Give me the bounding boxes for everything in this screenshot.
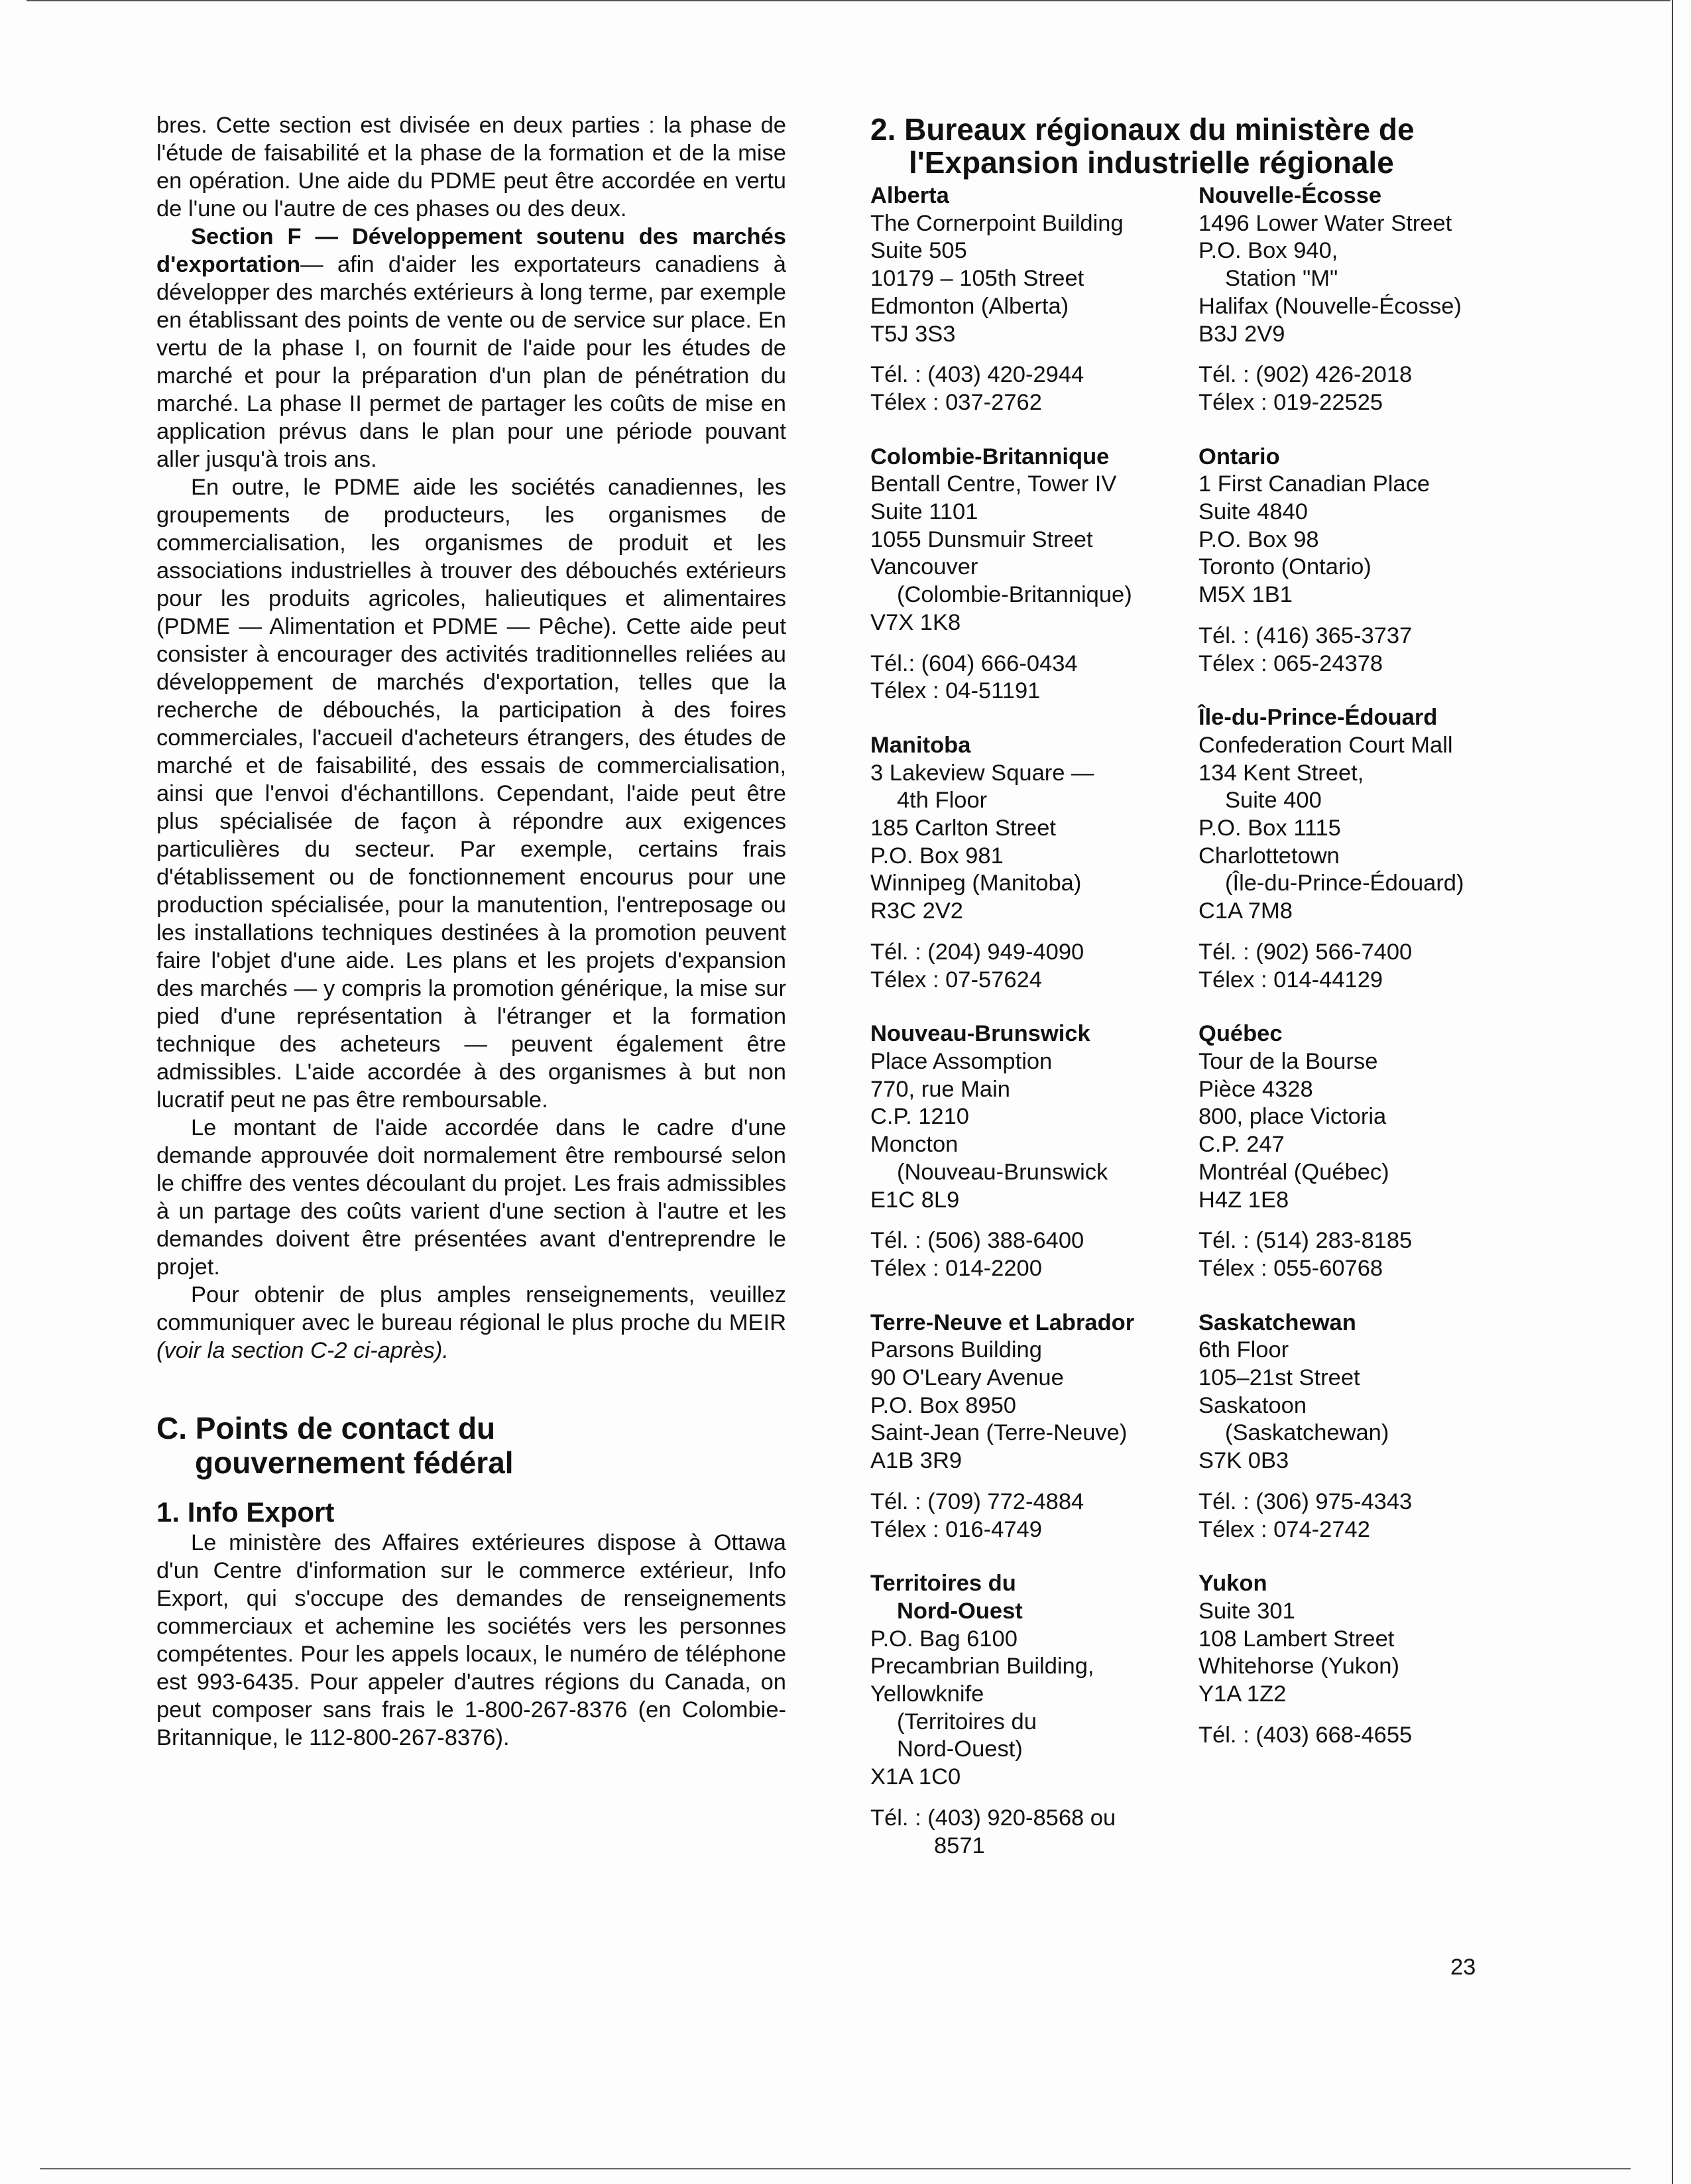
address-line: E1C 8L9 — [870, 1187, 960, 1213]
address-line: Whitehorse (Yukon) — [1198, 1654, 1399, 1679]
office-contact-numbers — [1198, 1722, 1530, 1750]
address-line: Halifax (Nouvelle-Écosse) — [1198, 293, 1462, 319]
address-line: (Nouveau-Brunswick — [897, 1159, 1108, 1185]
office-name-text: Territoires du — [870, 1571, 1016, 1597]
address-line: Suite 1101 — [870, 499, 978, 525]
office-name — [870, 182, 1202, 210]
address-line: Pièce 4328 — [1198, 1076, 1313, 1102]
office-name — [1198, 1309, 1530, 1337]
address-line: 6th Floor — [1198, 1337, 1289, 1363]
office-name — [870, 1309, 1202, 1337]
telephone-line: Tél. : (902) 426-2018 — [1198, 362, 1413, 388]
address-line: T5J 3S3 — [870, 321, 956, 347]
address-line: M5X 1B1 — [1198, 582, 1293, 608]
paragraph-obtenir — [156, 1281, 786, 1365]
office-name-text: Yukon — [1198, 1571, 1267, 1597]
telephone-line: Tél. : (514) 283-8185 — [1198, 1228, 1413, 1254]
address-line: R3C 2V2 — [870, 898, 963, 924]
address-line: Edmonton (Alberta) — [870, 293, 1069, 319]
bottom-scan-edge — [40, 2168, 1631, 2169]
office-contact-numbers — [870, 1488, 1202, 1544]
office-contact-numbers — [1198, 361, 1530, 416]
address-line: 1496 Lower Water Street — [1198, 210, 1452, 236]
address-line: Suite 400 — [1225, 788, 1322, 814]
telex-line: Télex : 037-2762 — [870, 389, 1042, 415]
telephone-line-continued: 8571 — [934, 1833, 985, 1858]
telex-line: Télex : 014-44129 — [1198, 967, 1383, 993]
address-line: Tour de la Bourse — [1198, 1048, 1378, 1074]
right-scan-edge — [1672, 0, 1673, 2184]
telex-line: Télex : 07-57624 — [870, 967, 1042, 993]
section-c-title-line2: gouvernement fédéral — [195, 1445, 514, 1480]
regional-offices-heading-line1: 2. Bureaux régionaux du ministère de — [870, 112, 1415, 147]
address-line: 134 Kent Street, — [1198, 760, 1364, 786]
office-name-text: Terre-Neuve et Labrador — [870, 1309, 1135, 1335]
regional-office — [870, 1309, 1202, 1544]
office-contact-numbers — [870, 1227, 1202, 1282]
address-line: B3J 2V9 — [1198, 321, 1285, 347]
address-line: Precambrian Building, — [870, 1654, 1094, 1679]
office-name-text: Alberta — [870, 183, 949, 208]
address-line: 90 O'Leary Avenue — [870, 1365, 1064, 1391]
address-line: P.O. Box 981 — [870, 843, 1004, 869]
info-export-title: 1. Info Export — [156, 1496, 335, 1528]
address-line: Place Assomption — [870, 1048, 1053, 1074]
section-f-heading: Section F — Développement soutenu des marchés d'exportation — [156, 224, 786, 277]
telex-line: Télex : 065-24378 — [1198, 650, 1383, 676]
section-c-title-line1: C. Points de contact du — [156, 1411, 496, 1445]
address-line: Y1A 1Z2 — [1198, 1681, 1287, 1707]
address-line: Confederation Court Mall — [1198, 732, 1453, 758]
office-contact-numbers — [870, 650, 1202, 705]
telephone-line: Tél. : (204) 949-4090 — [870, 939, 1084, 965]
office-name-text: Colombie-Britannique — [870, 444, 1110, 469]
telex-line: Télex : 014-2200 — [870, 1255, 1042, 1281]
office-name-text: Saskatchewan — [1198, 1309, 1356, 1335]
section-c-title — [156, 1411, 786, 1480]
regional-office — [1198, 704, 1530, 994]
office-name-text: Ontario — [1198, 444, 1280, 469]
address-line: (Territoires du — [897, 1709, 1037, 1734]
regional-office — [1198, 1309, 1530, 1544]
address-line: P.O. Box 8950 — [870, 1392, 1016, 1418]
address-line: Station "M" — [1225, 266, 1338, 292]
offices-column-b — [1198, 182, 1530, 1776]
regional-office — [1198, 1570, 1530, 1749]
obtenir-text: Pour obtenir de plus amples renseignements, veuillez communiquer avec le bureau régional le plus proche du MEIR — [156, 1282, 786, 1335]
address-line: 10179 – 105th Street — [870, 266, 1084, 292]
address-line: Winnipeg (Manitoba) — [870, 871, 1082, 896]
office-contact-numbers — [870, 361, 1202, 416]
regional-office — [870, 1570, 1202, 1860]
office-name — [1198, 1570, 1530, 1598]
office-contact-numbers — [1198, 939, 1530, 994]
address-line: V7X 1K8 — [870, 609, 961, 635]
office-contact-numbers — [1198, 1488, 1530, 1544]
office-contact-numbers — [870, 1805, 1202, 1860]
address-line: Montréal (Québec) — [1198, 1159, 1389, 1185]
office-name — [870, 732, 1202, 760]
regional-office — [1198, 444, 1530, 678]
page-number: 23 — [1450, 1955, 1476, 1980]
telex-line: Télex : 074-2742 — [1198, 1516, 1370, 1542]
office-contact-numbers — [870, 939, 1202, 994]
telex-line: Télex : 019-22525 — [1198, 389, 1383, 415]
address-line: H4Z 1E8 — [1198, 1187, 1289, 1213]
address-line: Bentall Centre, Tower IV — [870, 471, 1117, 497]
office-name-text: Nouvelle-Écosse — [1198, 183, 1382, 208]
regional-office — [870, 444, 1202, 705]
address-line: 1055 Dunsmuir Street — [870, 526, 1093, 552]
paragraph-section-f — [156, 223, 786, 473]
obtenir-reference: (voir la section C-2 ci-après). — [156, 1338, 449, 1363]
address-line: (Saskatchewan) — [1225, 1420, 1389, 1446]
top-scan-edge — [27, 0, 1670, 1]
office-name — [870, 1570, 1202, 1625]
address-line: The Cornerpoint Building — [870, 210, 1124, 236]
office-name-text-continued: Nord-Ouest — [897, 1598, 1023, 1624]
telephone-line: Tél. : (403) 668-4655 — [1198, 1722, 1413, 1748]
telephone-line: Tél. : (506) 388-6400 — [870, 1228, 1084, 1254]
regional-office — [870, 1020, 1202, 1282]
office-name — [1198, 704, 1530, 732]
address-line: P.O. Box 940, — [1198, 238, 1338, 264]
address-line: 800, place Victoria — [1198, 1104, 1387, 1130]
office-name-text: Nouveau-Brunswick — [870, 1021, 1090, 1047]
address-line: S7K 0B3 — [1198, 1448, 1289, 1474]
address-line: Suite 505 — [870, 238, 967, 264]
address-line: Yellowknife — [870, 1681, 984, 1707]
regional-office — [1198, 182, 1530, 417]
address-line: 105–21st Street — [1198, 1365, 1360, 1391]
telephone-line: Tél. : (902) 566-7400 — [1198, 939, 1413, 965]
telephone-line: Tél.: (604) 666-0434 — [870, 650, 1078, 676]
office-contact-numbers — [1198, 623, 1530, 678]
office-name — [870, 1020, 1202, 1048]
telex-line: Télex : 016-4749 — [870, 1516, 1042, 1542]
address-line: A1B 3R9 — [870, 1448, 962, 1474]
telephone-line: Tél. : (403) 920-8568 ou — [870, 1805, 1116, 1831]
address-line: 108 Lambert Street — [1198, 1626, 1395, 1652]
address-line: C.P. 1210 — [870, 1104, 969, 1130]
telephone-line: Tél. : (709) 772-4884 — [870, 1488, 1084, 1514]
address-line: P.O. Box 98 — [1198, 526, 1319, 552]
address-line: 770, rue Main — [870, 1076, 1010, 1102]
office-name — [870, 444, 1202, 471]
paragraph-info-export: Le ministère des Affaires extérieures dispose à Ottawa d'un Centre d'information sur le commerce extérieur, Info Export, qui s'occupe des demandes de renseignements commerciaux et achemine les sociétés vers les personnes compétentes. Pour les appels locaux, le numéro de téléphone est 993-6435. Pour appeler d'autres régions du Canada, on peut composer sans frais le 1-800-267-8376 (en Colombie-Britannique, le 112-800-267-8376). — [156, 1530, 786, 1750]
paragraph-montant: Le montant de l'aide accordée dans le cadre d'une demande approuvée doit normalement être remboursé selon le chiffre des ventes découlant du projet. Les frais admissibles à un partage des coûts varient d'une section à l'autre et les demandes doivent être présentées avant d'entreprendre le projet. — [156, 1115, 786, 1280]
address-line: Suite 4840 — [1198, 499, 1308, 525]
left-column — [156, 111, 786, 1752]
address-line: X1A 1C0 — [870, 1764, 961, 1790]
address-line: 3 Lakeview Square — — [870, 760, 1094, 786]
address-line: C.P. 247 — [1198, 1132, 1285, 1158]
offices-column-a — [870, 182, 1202, 1886]
address-line: Parsons Building — [870, 1337, 1042, 1363]
address-line: Moncton — [870, 1132, 959, 1158]
regional-offices-heading-line2: l'Expansion industrielle régionale — [909, 145, 1394, 180]
telex-line: Télex : 055-60768 — [1198, 1255, 1383, 1281]
regional-office — [870, 732, 1202, 994]
regional-office — [870, 182, 1202, 417]
address-line: Toronto (Ontario) — [1198, 554, 1371, 580]
address-line: P.O. Box 1115 — [1198, 816, 1341, 841]
address-line: 185 Carlton Street — [870, 816, 1056, 841]
address-line: Charlottetown — [1198, 843, 1340, 869]
telephone-line: Tél. : (306) 975-4343 — [1198, 1488, 1413, 1514]
office-name-text: Manitoba — [870, 732, 971, 758]
address-line: Suite 301 — [1198, 1598, 1295, 1624]
regional-office — [1198, 1020, 1530, 1282]
address-line: (Île-du-Prince-Édouard) — [1225, 871, 1464, 896]
telephone-line: Tél. : (416) 365-3737 — [1198, 623, 1413, 648]
address-line: P.O. Bag 6100 — [870, 1626, 1018, 1652]
regional-offices-heading — [870, 113, 1533, 179]
office-name-text: Québec — [1198, 1021, 1283, 1047]
address-line: 1 First Canadian Place — [1198, 471, 1430, 497]
address-line: Nord-Ouest) — [897, 1736, 1023, 1762]
address-line: C1A 7M8 — [1198, 898, 1293, 924]
section-f-text: — afin d'aider les exportateurs canadiens à développer des marchés extérieurs à long terme, par exemple en établissant des points de vente ou de service sur place. En vertu de la phase I, on fournit de l'aide pour les études de marché et pour la préparation d'un plan de pénétration du marché. La phase II permet de partager les coûts de mise en application prévus dans le plan pour une période pouvant aller jusqu'à trois ans. — [156, 252, 786, 472]
telephone-line: Tél. : (403) 420-2944 — [870, 362, 1084, 388]
address-line: Saint-Jean (Terre-Neuve) — [870, 1420, 1128, 1446]
office-name — [1198, 1020, 1530, 1048]
office-contact-numbers — [1198, 1227, 1530, 1282]
office-name — [1198, 444, 1530, 471]
address-line: (Colombie-Britannique) — [897, 582, 1132, 608]
office-name-text: Île-du-Prince-Édouard — [1198, 705, 1438, 731]
address-line: 4th Floor — [897, 788, 988, 814]
paragraph-phases: bres. Cette section est divisée en deux parties : la phase de l'étude de faisabilité et la phase de la formation et de la mise en opération. Une aide du PDME peut être accordée en vertu de l'une ou l'autre de ces phases ou des deux. — [156, 113, 786, 221]
address-line: Saskatoon — [1198, 1392, 1307, 1418]
paragraph-en-outre: En outre, le PDME aide les sociétés canadiennes, les groupements de producteurs, les organismes de commercialisation, les organismes de produit et les associations industrielles à trouver des débouchés extérieurs pour les produits agricoles, halieutiques et alimentaires (PDME — Alimentation et PDME — Pêche). Cette aide peut consister à encourager des activités traditionnelles reliées au développement de marchés d'exportation, telles que la recherche de débouchés, la participation à des foires commerciales, l'accueil d'acheteurs étrangers, des études de marché et de faisabilité, des essais de commercialisation, ainsi que l'envoi d'échantillons. Cependant, l'aide peut être plus spécialisée de façon à répondre aux exigences particulières du secteur. Par exemple, certains frais d'établissement ou de fonctionnement encourus pour une production spécialisée, pour la manutention, l'entreposage ou les installations techniques destinées à la promotion peuvent faire l'objet d'une aide. Les plans et les projets d'expansion des marchés — y compris la promotion générique, la mise sur pied d'une représentation à l'étranger et la formation technique des acheteurs — peuvent également être admissibles. L'aide accordée à des organismes à but non lucratif peut ne pas être remboursable. — [156, 475, 786, 1113]
telex-line: Télex : 04-51191 — [870, 678, 1041, 704]
address-line: Vancouver — [870, 554, 978, 580]
office-name — [1198, 182, 1530, 210]
